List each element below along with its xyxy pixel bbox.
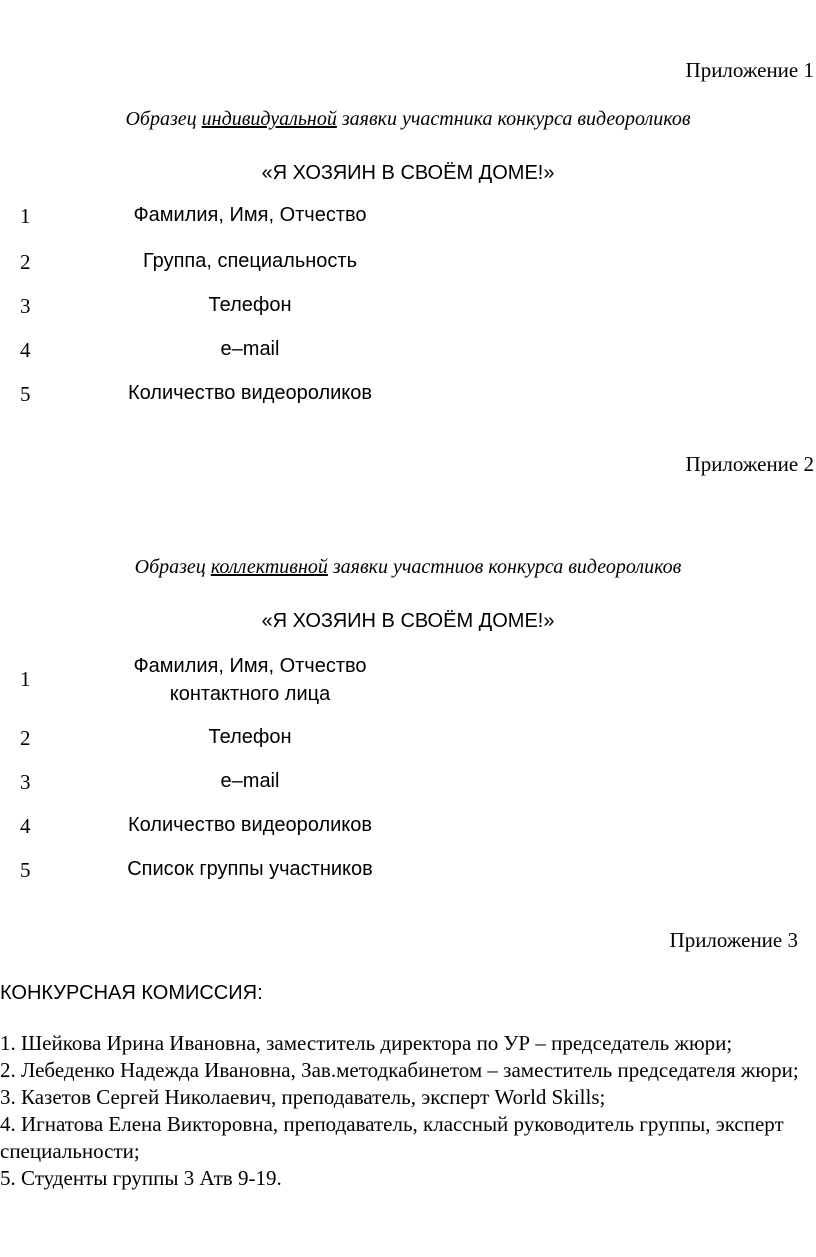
- heading-prefix: Образец: [134, 556, 211, 578]
- a1-row-3-number: 3: [20, 294, 31, 318]
- a2-row-2-label: Телефон: [208, 726, 292, 748]
- a1-row-3-label: Телефон: [208, 294, 292, 316]
- commission-member: 2. Лебеденко Надежда Ивановна, Зав.методкабинетом – заместитель председателя жюри;: [0, 1058, 799, 1082]
- a2-row-4-label: Количество видеороликов: [127, 814, 373, 836]
- a1-row-2-label: Группа, специальность: [142, 250, 358, 272]
- a2-row-5-number: 5: [20, 858, 31, 882]
- a2-row-2-number: 2: [20, 726, 31, 750]
- a2-row-1-label-line-2: контактного лица: [169, 683, 331, 705]
- commission-members-list: [0, 1030, 800, 1192]
- appendix-1-heading: [0, 108, 816, 131]
- heading-suffix: заявки участника конкурса видеороликов: [336, 108, 691, 130]
- appendix-1-label: Приложение 1: [685, 58, 814, 82]
- heading-prefix: Образец: [125, 108, 202, 130]
- a1-row-4-label: e–mail: [220, 338, 280, 360]
- a1-row-4-number: 4: [20, 338, 31, 362]
- heading-underlined: индивидуальной: [201, 108, 337, 130]
- a1-row-5-number: 5: [20, 382, 31, 406]
- a1-row-5-label: Количество видеороликов: [127, 382, 373, 404]
- appendix-2-title: «Я ХОЗЯИН В СВОЁМ ДОМЕ!»: [261, 610, 555, 632]
- a2-row-3-label: e–mail: [220, 770, 280, 792]
- appendix-2-label: Приложение 2: [685, 452, 814, 476]
- appendix-2-heading: [0, 556, 816, 579]
- a2-row-1-label-line-1: Фамилия, Имя, Отчество: [133, 655, 367, 677]
- commission-title: КОНКУРСНАЯ КОМИССИЯ:: [0, 982, 263, 1004]
- commission-member: 5. Студенты группы 3 Атв 9-19.: [0, 1166, 282, 1190]
- commission-member: 1. Шейкова Ирина Ивановна, заместитель директора по УР – председатель жюри;: [0, 1031, 733, 1055]
- a2-row-1-label: [60, 652, 440, 708]
- a2-row-4-number: 4: [20, 814, 31, 838]
- commission-member: 4. Игнатова Елена Викторовна, преподаватель, классный руководитель группы, эксперт специальности;: [0, 1112, 784, 1163]
- a1-row-1-number: 1: [20, 204, 31, 228]
- appendix-1-title: «Я ХОЗЯИН В СВОЁМ ДОМЕ!»: [261, 162, 555, 184]
- appendix-3-label: Приложение 3: [669, 928, 798, 952]
- a2-row-3-number: 3: [20, 770, 31, 794]
- a1-row-1-label: Фамилия, Имя, Отчество: [133, 204, 367, 226]
- commission-member: 3. Казетов Сергей Николаевич, преподаватель, эксперт World Skills;: [0, 1085, 606, 1109]
- a2-row-1-number: 1: [20, 667, 31, 691]
- heading-underlined: коллективной: [210, 556, 328, 578]
- heading-suffix: заявки участниов конкурса видеороликов: [327, 556, 682, 578]
- a1-row-2-number: 2: [20, 250, 31, 274]
- a2-row-5-label: Список группы участников: [127, 858, 373, 880]
